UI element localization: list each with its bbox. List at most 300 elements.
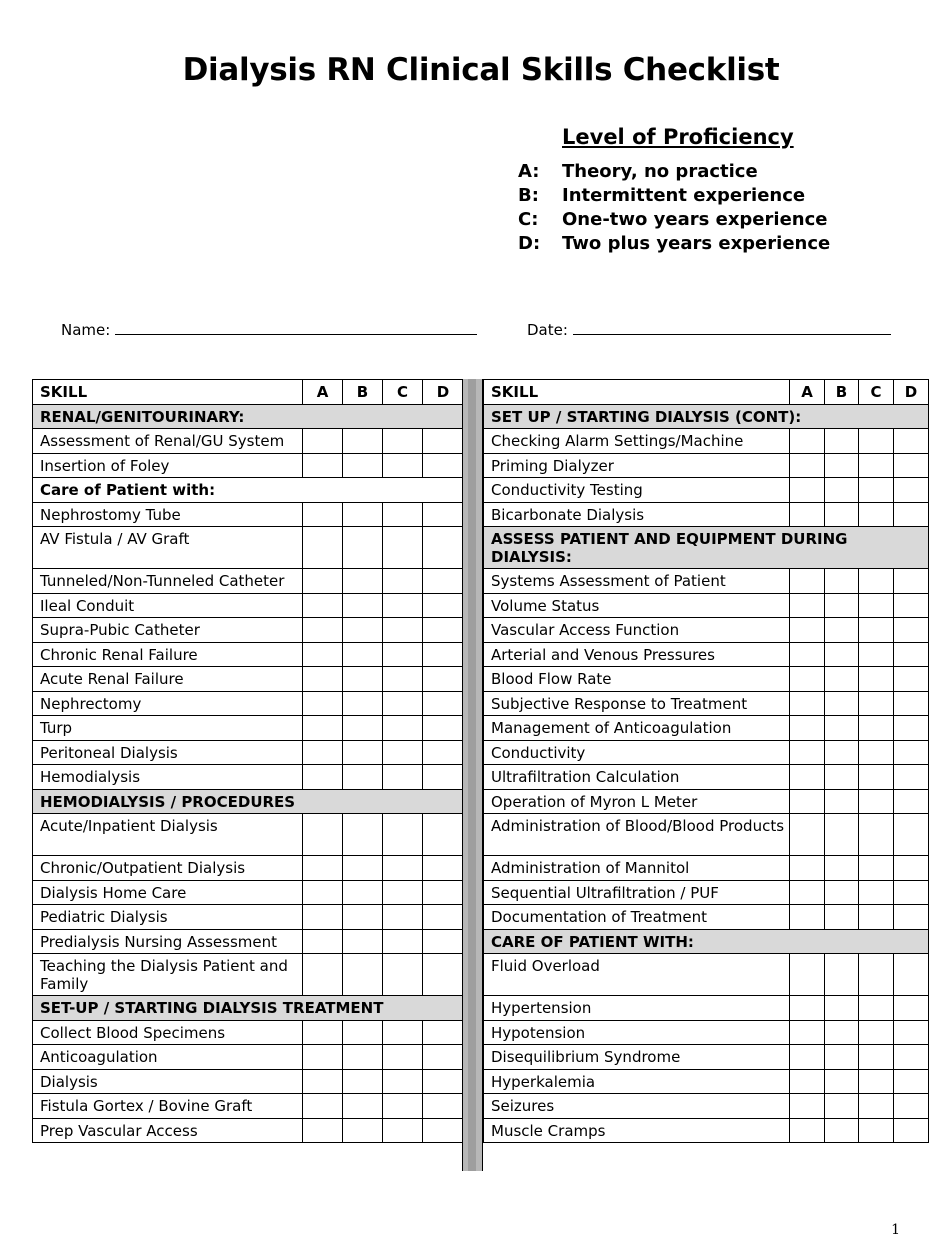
level-c-checkbox[interactable]	[383, 527, 423, 569]
level-d-header: D	[423, 380, 464, 405]
level-b-checkbox[interactable]	[343, 765, 383, 790]
skill-row	[484, 905, 929, 930]
skill-label: Hypertension	[484, 996, 790, 1021]
level-d-checkbox[interactable]	[894, 642, 929, 667]
level-a-checkbox[interactable]	[790, 789, 825, 814]
skill-label: Tunneled/Non-Tunneled Catheter	[33, 569, 303, 594]
level-a-checkbox[interactable]	[303, 905, 343, 930]
skill-row	[484, 691, 929, 716]
level-c-checkbox[interactable]	[859, 1069, 894, 1094]
level-d-checkbox[interactable]	[423, 1045, 464, 1070]
level-d-checkbox[interactable]	[894, 1094, 929, 1119]
level-a-header: A	[790, 380, 825, 405]
column-divider	[462, 379, 483, 1171]
level-c-checkbox[interactable]	[859, 593, 894, 618]
level-a-checkbox[interactable]	[790, 716, 825, 741]
level-c-checkbox[interactable]	[383, 814, 423, 856]
level-b-checkbox[interactable]	[825, 905, 859, 930]
level-c-checkbox[interactable]	[383, 453, 423, 478]
level-d-checkbox[interactable]	[894, 880, 929, 905]
level-d-checkbox[interactable]	[423, 569, 464, 594]
level-c-checkbox[interactable]	[859, 856, 894, 881]
level-b-checkbox[interactable]	[825, 502, 859, 527]
skill-label: Sequential Ultrafiltration / PUF	[484, 880, 790, 905]
level-c-checkbox[interactable]	[859, 905, 894, 930]
skill-row	[484, 996, 929, 1021]
level-a-checkbox[interactable]	[790, 618, 825, 643]
skill-row	[33, 740, 464, 765]
level-a-checkbox[interactable]	[790, 996, 825, 1021]
section-header-row	[484, 527, 929, 569]
level-b-checkbox[interactable]	[825, 453, 859, 478]
level-a-checkbox[interactable]	[790, 691, 825, 716]
level-a-checkbox[interactable]	[303, 954, 343, 996]
level-d-checkbox[interactable]	[423, 453, 464, 478]
level-c-checkbox[interactable]	[383, 1045, 423, 1070]
page-number: 1	[891, 1222, 900, 1238]
level-c-checkbox[interactable]	[383, 1020, 423, 1045]
level-d-checkbox[interactable]	[894, 814, 929, 856]
level-d-checkbox[interactable]	[423, 716, 464, 741]
level-d-checkbox[interactable]	[423, 667, 464, 692]
level-c-checkbox[interactable]	[859, 502, 894, 527]
level-a-checkbox[interactable]	[790, 740, 825, 765]
section-header-row	[484, 929, 929, 954]
level-a-checkbox[interactable]	[790, 905, 825, 930]
skill-row	[33, 954, 464, 996]
level-c-checkbox[interactable]	[383, 593, 423, 618]
level-a-checkbox[interactable]	[303, 691, 343, 716]
level-d-checkbox[interactable]	[423, 618, 464, 643]
section-title: CARE OF PATIENT WITH:	[484, 929, 929, 954]
level-a-checkbox[interactable]	[303, 453, 343, 478]
level-c-checkbox[interactable]	[859, 789, 894, 814]
skill-row	[33, 814, 464, 856]
level-c-header: C	[383, 380, 423, 405]
level-a-checkbox[interactable]	[303, 642, 343, 667]
level-b-checkbox[interactable]	[343, 1118, 383, 1143]
skill-label: Vascular Access Function	[484, 618, 790, 643]
level-d-checkbox[interactable]	[894, 593, 929, 618]
level-a-checkbox[interactable]	[790, 1045, 825, 1070]
level-b-checkbox[interactable]	[343, 856, 383, 881]
level-a-checkbox[interactable]	[790, 453, 825, 478]
level-c-header: C	[859, 380, 894, 405]
level-b-checkbox[interactable]	[343, 880, 383, 905]
skill-row	[484, 765, 929, 790]
level-d-checkbox[interactable]	[423, 1094, 464, 1119]
skill-row	[484, 1069, 929, 1094]
level-b-checkbox[interactable]	[825, 996, 859, 1021]
name-input-line[interactable]	[115, 320, 477, 335]
level-b-checkbox[interactable]	[825, 569, 859, 594]
level-d-checkbox[interactable]	[423, 929, 464, 954]
skill-row	[33, 618, 464, 643]
level-d-checkbox[interactable]	[894, 1069, 929, 1094]
level-b-checkbox[interactable]	[825, 1094, 859, 1119]
level-c-checkbox[interactable]	[859, 1020, 894, 1045]
level-c-checkbox[interactable]	[383, 905, 423, 930]
skill-label: Chronic Renal Failure	[33, 642, 303, 667]
level-a-checkbox[interactable]	[303, 527, 343, 569]
skill-row	[33, 691, 464, 716]
level-c-checkbox[interactable]	[383, 618, 423, 643]
level-a-checkbox[interactable]	[790, 856, 825, 881]
skill-row	[484, 667, 929, 692]
level-d-checkbox[interactable]	[894, 667, 929, 692]
level-d-checkbox[interactable]	[894, 453, 929, 478]
skill-row	[33, 429, 464, 454]
skill-label: Supra-Pubic Catheter	[33, 618, 303, 643]
level-b-checkbox[interactable]	[825, 478, 859, 503]
skill-row	[484, 1020, 929, 1045]
level-d-checkbox[interactable]	[894, 569, 929, 594]
level-b-checkbox[interactable]	[343, 1020, 383, 1045]
level-c-checkbox[interactable]	[859, 478, 894, 503]
level-b-checkbox[interactable]	[343, 453, 383, 478]
level-b-checkbox[interactable]	[825, 691, 859, 716]
skill-row	[484, 789, 929, 814]
level-b-checkbox[interactable]	[343, 954, 383, 996]
level-a-checkbox[interactable]	[303, 502, 343, 527]
level-c-checkbox[interactable]	[383, 667, 423, 692]
skill-label: Administration of Mannitol	[484, 856, 790, 881]
level-c-checkbox[interactable]	[383, 1094, 423, 1119]
level-a-checkbox[interactable]	[790, 765, 825, 790]
level-b-checkbox[interactable]	[343, 1045, 383, 1070]
skill-label: Blood Flow Rate	[484, 667, 790, 692]
subsection-title: Care of Patient with:	[33, 478, 464, 503]
level-b-checkbox[interactable]	[343, 569, 383, 594]
level-a-checkbox[interactable]	[790, 569, 825, 594]
level-b-checkbox[interactable]	[825, 1118, 859, 1143]
level-b-checkbox[interactable]	[343, 502, 383, 527]
skill-label: Operation of Myron L Meter	[484, 789, 790, 814]
level-b-checkbox[interactable]	[343, 1069, 383, 1094]
level-b-checkbox[interactable]	[825, 1045, 859, 1070]
level-d-checkbox[interactable]	[423, 856, 464, 881]
level-b-checkbox[interactable]	[825, 740, 859, 765]
skill-row	[33, 1069, 464, 1094]
level-c-checkbox[interactable]	[383, 954, 423, 996]
skill-row	[33, 1094, 464, 1119]
level-b-checkbox[interactable]	[825, 765, 859, 790]
level-b-checkbox[interactable]	[825, 954, 859, 996]
skill-label: Disequilibrium Syndrome	[484, 1045, 790, 1070]
level-d-checkbox[interactable]	[423, 691, 464, 716]
level-a-header: A	[303, 380, 343, 405]
skill-label: Documentation of Treatment	[484, 905, 790, 930]
level-c-checkbox[interactable]	[859, 667, 894, 692]
level-b-checkbox[interactable]	[343, 618, 383, 643]
date-input-line[interactable]	[573, 320, 891, 335]
level-d-checkbox[interactable]	[894, 502, 929, 527]
skill-label: Priming Dialyzer	[484, 453, 790, 478]
skill-label: Turp	[33, 716, 303, 741]
level-a-checkbox[interactable]	[790, 429, 825, 454]
skill-row	[484, 453, 929, 478]
level-d-checkbox[interactable]	[423, 1118, 464, 1143]
section-header-row	[33, 789, 464, 814]
level-d-checkbox[interactable]	[423, 642, 464, 667]
level-c-checkbox[interactable]	[383, 740, 423, 765]
level-d-checkbox[interactable]	[423, 593, 464, 618]
skill-row	[33, 569, 464, 594]
level-b-checkbox[interactable]	[343, 905, 383, 930]
skill-row	[484, 1118, 929, 1143]
level-b-checkbox[interactable]	[825, 429, 859, 454]
page-title: Dialysis RN Clinical Skills Checklist	[182, 52, 780, 88]
level-c-checkbox[interactable]	[859, 569, 894, 594]
skill-label: Muscle Cramps	[484, 1118, 790, 1143]
level-a-checkbox[interactable]	[303, 1069, 343, 1094]
level-b-checkbox[interactable]	[825, 593, 859, 618]
skill-row	[33, 642, 464, 667]
level-b-checkbox[interactable]	[343, 814, 383, 856]
level-a-checkbox[interactable]	[303, 880, 343, 905]
level-c-checkbox[interactable]	[859, 642, 894, 667]
level-a-checkbox[interactable]	[303, 929, 343, 954]
level-a-checkbox[interactable]	[303, 765, 343, 790]
level-c-checkbox[interactable]	[859, 1118, 894, 1143]
level-a-checkbox[interactable]	[790, 593, 825, 618]
level-a-checkbox[interactable]	[790, 1020, 825, 1045]
level-b-checkbox[interactable]	[825, 856, 859, 881]
level-c-checkbox[interactable]	[859, 880, 894, 905]
skill-row	[484, 502, 929, 527]
level-d-checkbox[interactable]	[423, 954, 464, 996]
level-a-checkbox[interactable]	[790, 1094, 825, 1119]
level-c-checkbox[interactable]	[383, 1118, 423, 1143]
level-c-checkbox[interactable]	[859, 691, 894, 716]
level-d-checkbox[interactable]	[423, 814, 464, 856]
level-c-checkbox[interactable]	[383, 765, 423, 790]
level-d-checkbox[interactable]	[894, 905, 929, 930]
level-a-checkbox[interactable]	[790, 667, 825, 692]
skill-column-header: SKILL	[33, 380, 303, 405]
level-a-checkbox[interactable]	[303, 1118, 343, 1143]
skill-row	[484, 954, 929, 996]
level-a-checkbox[interactable]	[790, 1069, 825, 1094]
level-d-checkbox[interactable]	[423, 765, 464, 790]
level-a-checkbox[interactable]	[790, 642, 825, 667]
level-b-checkbox[interactable]	[825, 814, 859, 856]
level-c-checkbox[interactable]	[383, 1069, 423, 1094]
skill-label: Collect Blood Specimens	[33, 1020, 303, 1045]
level-c-checkbox[interactable]	[859, 1094, 894, 1119]
level-d-checkbox[interactable]	[423, 527, 464, 569]
section-title: SET-UP / STARTING DIALYSIS TREATMENT	[33, 996, 464, 1021]
level-a-checkbox[interactable]	[790, 478, 825, 503]
level-b-checkbox[interactable]	[343, 716, 383, 741]
level-d-checkbox[interactable]	[894, 1118, 929, 1143]
section-header-row	[33, 404, 464, 429]
level-a-checkbox[interactable]	[303, 716, 343, 741]
level-a-checkbox[interactable]	[790, 814, 825, 856]
level-a-checkbox[interactable]	[303, 618, 343, 643]
level-c-checkbox[interactable]	[383, 429, 423, 454]
level-c-checkbox[interactable]	[383, 502, 423, 527]
skill-label: Prep Vascular Access	[33, 1118, 303, 1143]
level-c-checkbox[interactable]	[383, 569, 423, 594]
skill-label: Peritoneal Dialysis	[33, 740, 303, 765]
skill-label: Checking Alarm Settings/Machine	[484, 429, 790, 454]
level-c-checkbox[interactable]	[859, 814, 894, 856]
level-b-checkbox[interactable]	[825, 667, 859, 692]
level-c-checkbox[interactable]	[383, 929, 423, 954]
level-b-checkbox[interactable]	[343, 740, 383, 765]
level-b-checkbox[interactable]	[343, 527, 383, 569]
level-d-checkbox[interactable]	[894, 789, 929, 814]
skill-label: Management of Anticoagulation	[484, 716, 790, 741]
level-b-checkbox[interactable]	[825, 716, 859, 741]
level-a-checkbox[interactable]	[303, 569, 343, 594]
level-c-checkbox[interactable]	[859, 453, 894, 478]
skill-label: Conductivity Testing	[484, 478, 790, 503]
level-c-checkbox[interactable]	[859, 954, 894, 996]
skill-label: Dialysis Home Care	[33, 880, 303, 905]
section-title: SET UP / STARTING DIALYSIS (CONT):	[484, 404, 929, 429]
level-b-checkbox[interactable]	[825, 1069, 859, 1094]
skill-row	[33, 453, 464, 478]
level-d-checkbox[interactable]	[894, 478, 929, 503]
level-a-checkbox[interactable]	[790, 954, 825, 996]
level-a-checkbox[interactable]	[303, 667, 343, 692]
level-a-checkbox[interactable]	[790, 880, 825, 905]
level-a-checkbox[interactable]	[303, 1094, 343, 1119]
skill-label: Nephrostomy Tube	[33, 502, 303, 527]
skill-label: Insertion of Foley	[33, 453, 303, 478]
level-c-checkbox[interactable]	[383, 691, 423, 716]
level-c-checkbox[interactable]	[859, 618, 894, 643]
level-d-checkbox[interactable]	[894, 1020, 929, 1045]
level-b-checkbox[interactable]	[825, 642, 859, 667]
level-d-checkbox[interactable]	[423, 905, 464, 930]
level-c-checkbox[interactable]	[383, 880, 423, 905]
skills-table-left	[32, 379, 464, 1143]
skill-row	[33, 667, 464, 692]
level-c-checkbox[interactable]	[859, 996, 894, 1021]
level-d-checkbox[interactable]	[423, 429, 464, 454]
skill-row	[484, 814, 929, 856]
level-d-checkbox[interactable]	[423, 1020, 464, 1045]
skill-label: Assessment of Renal/GU System	[33, 429, 303, 454]
skill-row	[484, 716, 929, 741]
level-d-checkbox[interactable]	[894, 618, 929, 643]
proficiency-level-a: A: Theory, no practice	[518, 161, 758, 182]
proficiency-level-d: D: Two plus years experience	[518, 233, 831, 254]
level-b-checkbox[interactable]	[343, 1094, 383, 1119]
level-c-checkbox[interactable]	[859, 1045, 894, 1070]
skill-row	[33, 593, 464, 618]
level-d-checkbox[interactable]	[894, 856, 929, 881]
level-c-checkbox[interactable]	[383, 716, 423, 741]
skill-row	[484, 478, 929, 503]
skill-label: Bicarbonate Dialysis	[484, 502, 790, 527]
level-b-checkbox[interactable]	[825, 1020, 859, 1045]
skill-label: Arterial and Venous Pressures	[484, 642, 790, 667]
skill-row	[484, 856, 929, 881]
skill-label: Seizures	[484, 1094, 790, 1119]
level-c-checkbox[interactable]	[859, 740, 894, 765]
level-d-checkbox[interactable]	[894, 1045, 929, 1070]
level-b-checkbox[interactable]	[343, 667, 383, 692]
skill-row	[484, 880, 929, 905]
level-a-checkbox[interactable]	[303, 856, 343, 881]
skill-row	[484, 429, 929, 454]
level-d-checkbox[interactable]	[894, 954, 929, 996]
level-b-checkbox[interactable]	[343, 929, 383, 954]
level-d-checkbox[interactable]	[894, 429, 929, 454]
level-c-checkbox[interactable]	[383, 642, 423, 667]
table-header-row	[33, 380, 464, 405]
skill-row	[484, 618, 929, 643]
skill-label: Teaching the Dialysis Patient and Family	[33, 954, 303, 996]
level-a-checkbox[interactable]	[790, 1118, 825, 1143]
section-header-row	[33, 996, 464, 1021]
level-d-checkbox[interactable]	[894, 691, 929, 716]
level-b-checkbox[interactable]	[343, 642, 383, 667]
level-d-checkbox[interactable]	[894, 740, 929, 765]
skill-label: Predialysis Nursing Assessment	[33, 929, 303, 954]
skill-label: Ultrafiltration Calculation	[484, 765, 790, 790]
level-a-checkbox[interactable]	[303, 429, 343, 454]
level-b-checkbox[interactable]	[343, 593, 383, 618]
column-divider-shade	[468, 379, 476, 1171]
level-d-checkbox[interactable]	[894, 765, 929, 790]
level-a-checkbox[interactable]	[303, 814, 343, 856]
level-d-checkbox[interactable]	[894, 996, 929, 1021]
skill-column-header: SKILL	[484, 380, 790, 405]
level-c-checkbox[interactable]	[383, 856, 423, 881]
level-a-checkbox[interactable]	[303, 593, 343, 618]
level-a-checkbox[interactable]	[790, 502, 825, 527]
level-d-checkbox[interactable]	[423, 880, 464, 905]
proficiency-level-c: C: One-two years experience	[518, 209, 828, 230]
level-a-checkbox[interactable]	[303, 1045, 343, 1070]
level-d-checkbox[interactable]	[423, 502, 464, 527]
level-d-checkbox[interactable]	[423, 740, 464, 765]
skill-row	[33, 502, 464, 527]
level-a-checkbox[interactable]	[303, 1020, 343, 1045]
skill-row	[484, 740, 929, 765]
level-c-checkbox[interactable]	[859, 429, 894, 454]
level-b-checkbox[interactable]	[825, 789, 859, 814]
level-b-checkbox[interactable]	[343, 691, 383, 716]
level-c-checkbox[interactable]	[859, 716, 894, 741]
level-b-checkbox[interactable]	[343, 429, 383, 454]
skill-label: Conductivity	[484, 740, 790, 765]
proficiency-heading: Level of Proficiency	[562, 125, 794, 149]
level-d-checkbox[interactable]	[894, 716, 929, 741]
level-a-checkbox[interactable]	[303, 740, 343, 765]
skill-label: Nephrectomy	[33, 691, 303, 716]
subsection-row	[33, 478, 464, 503]
skills-table-right	[483, 379, 929, 1143]
skill-label: Systems Assessment of Patient	[484, 569, 790, 594]
level-b-checkbox[interactable]	[825, 618, 859, 643]
level-b-checkbox[interactable]	[825, 880, 859, 905]
skill-row	[484, 1045, 929, 1070]
level-d-checkbox[interactable]	[423, 1069, 464, 1094]
skill-label: Chronic/Outpatient Dialysis	[33, 856, 303, 881]
skill-row	[484, 642, 929, 667]
skill-label: Hypotension	[484, 1020, 790, 1045]
level-b-header: B	[825, 380, 859, 405]
skill-row	[33, 1045, 464, 1070]
skill-label: Fistula Gortex / Bovine Graft	[33, 1094, 303, 1119]
level-c-checkbox[interactable]	[859, 765, 894, 790]
